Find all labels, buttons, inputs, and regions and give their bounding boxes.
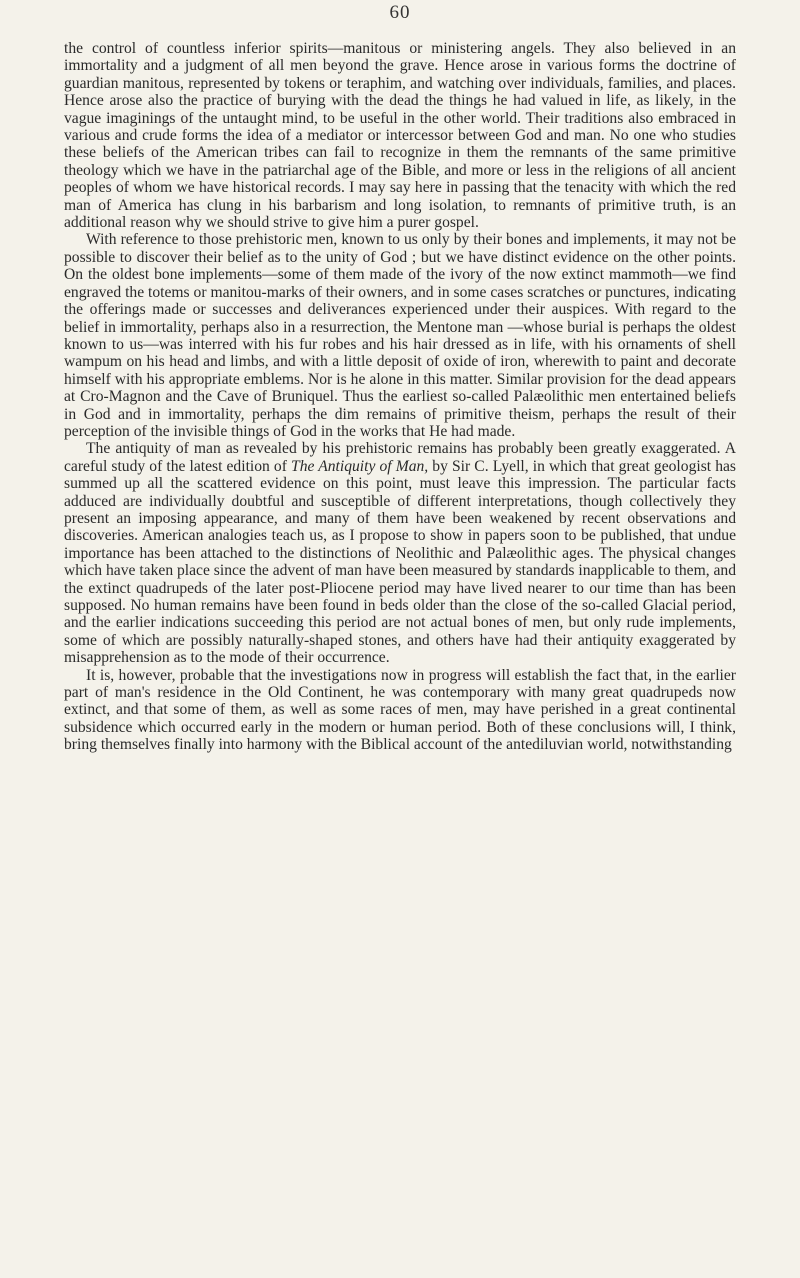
body-text — [64, 40, 736, 754]
paragraph-3-text-a: The antiquity of man as revealed by his prehistoric remains has probably been greatly exaggerated. A careful study of the latest edition of — [64, 440, 736, 475]
paragraph-3 — [64, 440, 736, 666]
paragraph-3-text-b: by Sir C. Lyell, in which that great geologist has summed up all the scattered evidence on this point, must leave this impression. The particular facts adduced are individually doubtful and susceptible of different interpretations, though collectively they present an imposing appearance, and many of them have been weakened by recent observations and discoveries. American analogies teach us, as I propose to show in papers soon to be published, that undue importance has been attached to the distinctions of Neolithic and Palæolithic ages. The physical changes which have taken place since the advent of man have been measured by standards inapplicable to them, and the extinct quadrupeds of the later post-Pliocene period may have lived nearer to our time than has been supposed. No human remains have been found in beds older than the close of the so-called Glacial period, and the earlier indications succeeding this period are not actual bones of men, but only rude implements, some of which are possibly naturally-shaped stones, and others have had their antiquity exaggerated by misapprehension as to the mode of their occurrence. — [64, 457, 737, 667]
page-number: 60 — [389, 2, 411, 23]
book-title: The Antiquity of Man, — [291, 457, 429, 475]
paragraph-4: It is, however, probable that the investigations now in progress will establish the fact that, in the earlier part of man's residence in the Old Continent, he was contemporary with many great quadrupeds now extinct, and that some of them, as well as some races of men, may have perished in a great continental subsidence which occurred early in the modern or human period. Both of these conclusions will, I think, bring themselves finally into harmony with the Biblical account of the antediluvian world, notwithstanding — [64, 666, 736, 754]
paragraph-1: the control of countless inferior spirits—manitous or ministering angels. They also believed in an immortality and a judgment of all men beyond the grave. Hence arose in various forms the doctrine of guardian manitous, represented by tokens or teraphim, and watching over individuals, families, and places. Hence arose also the practice of burying with the dead the things he had valued in life, as likely, in the vague imaginings of the untaught mind, to be useful in the other world. Their traditions also embraced in various and crude forms the idea of a mediator or intercessor between God and man. No one who studies these beliefs of the American tribes can fail to recognize in them the remnants of the same primitive theology which we have in the patriarchal age of the Bible, and more or less in the religions of all ancient peoples of whom we have historical records. I may say here in passing that the tenacity with which the red man of America has clung in his barbarism and long isolation, to remnants of primitive truth, is an additional reason why we should strive to give him a purer gospel. — [64, 40, 736, 232]
paragraph-2: With reference to those prehistoric men, known to us only by their bones and implements, it may not be possible to discover their belief as to the unity of God ; but we have distinct evidence on the other points. On the oldest bone implements—some of them made of the ivory of the now extinct mammoth—we find engraved the totems or manitou-marks of their owners, and in some cases scratches or punctures, indicating the offerings made or successes and deliverances experienced under their auspices. With regard to the belief in immortality, perhaps also in a resurrection, the Mentone man —whose burial is perhaps the oldest known to us—was interred with his fur robes and his hair dressed as in life, with his ornaments of shell wampum on his head and limbs, and with a little deposit of oxide of iron, wherewith to paint and decorate himself with his appropriate emblems. Nor is he alone in this matter. Similar provision for the dead appears at Cro-Magnon and the Cave of Bruniquel. Thus the earliest so-called Palæolithic men entertained beliefs in God and in immortality, perhaps the dim remains of primitive theism, perhaps the result of their perception of the invisible things of God in the works that He had made. — [64, 231, 736, 440]
